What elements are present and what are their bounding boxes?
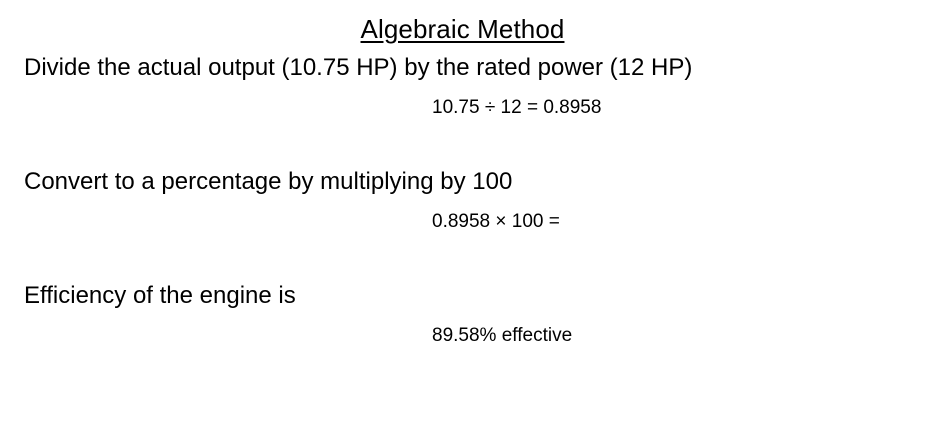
step-3 (0, 281, 925, 349)
step-1 (0, 53, 925, 121)
step-1-calculation: 10.75 ÷ 12 = 0.8958 (432, 97, 602, 118)
step-3-result: 89.58% effective (432, 325, 573, 346)
step-2-instruction: Convert to a percentage by multiplying by 100 (24, 168, 513, 195)
step-3-gap (0, 311, 925, 323)
step-1-instruction: Divide the actual output (10.75 HP) by the rated power (12 HP) (24, 54, 693, 81)
gap-between-step-2-and-3 (0, 235, 925, 281)
step-2-gap (0, 197, 925, 209)
step-3-instruction: Efficiency of the engine is (24, 282, 296, 309)
gap-between-step-1-and-2 (0, 121, 925, 167)
document-page (0, 14, 925, 440)
page-title: Algebraic Method (360, 14, 565, 44)
title-spacer (0, 44, 925, 53)
step-2 (0, 167, 925, 235)
step-1-gap (0, 83, 925, 95)
step-2-calculation: 0.8958 × 100 = (432, 211, 560, 232)
